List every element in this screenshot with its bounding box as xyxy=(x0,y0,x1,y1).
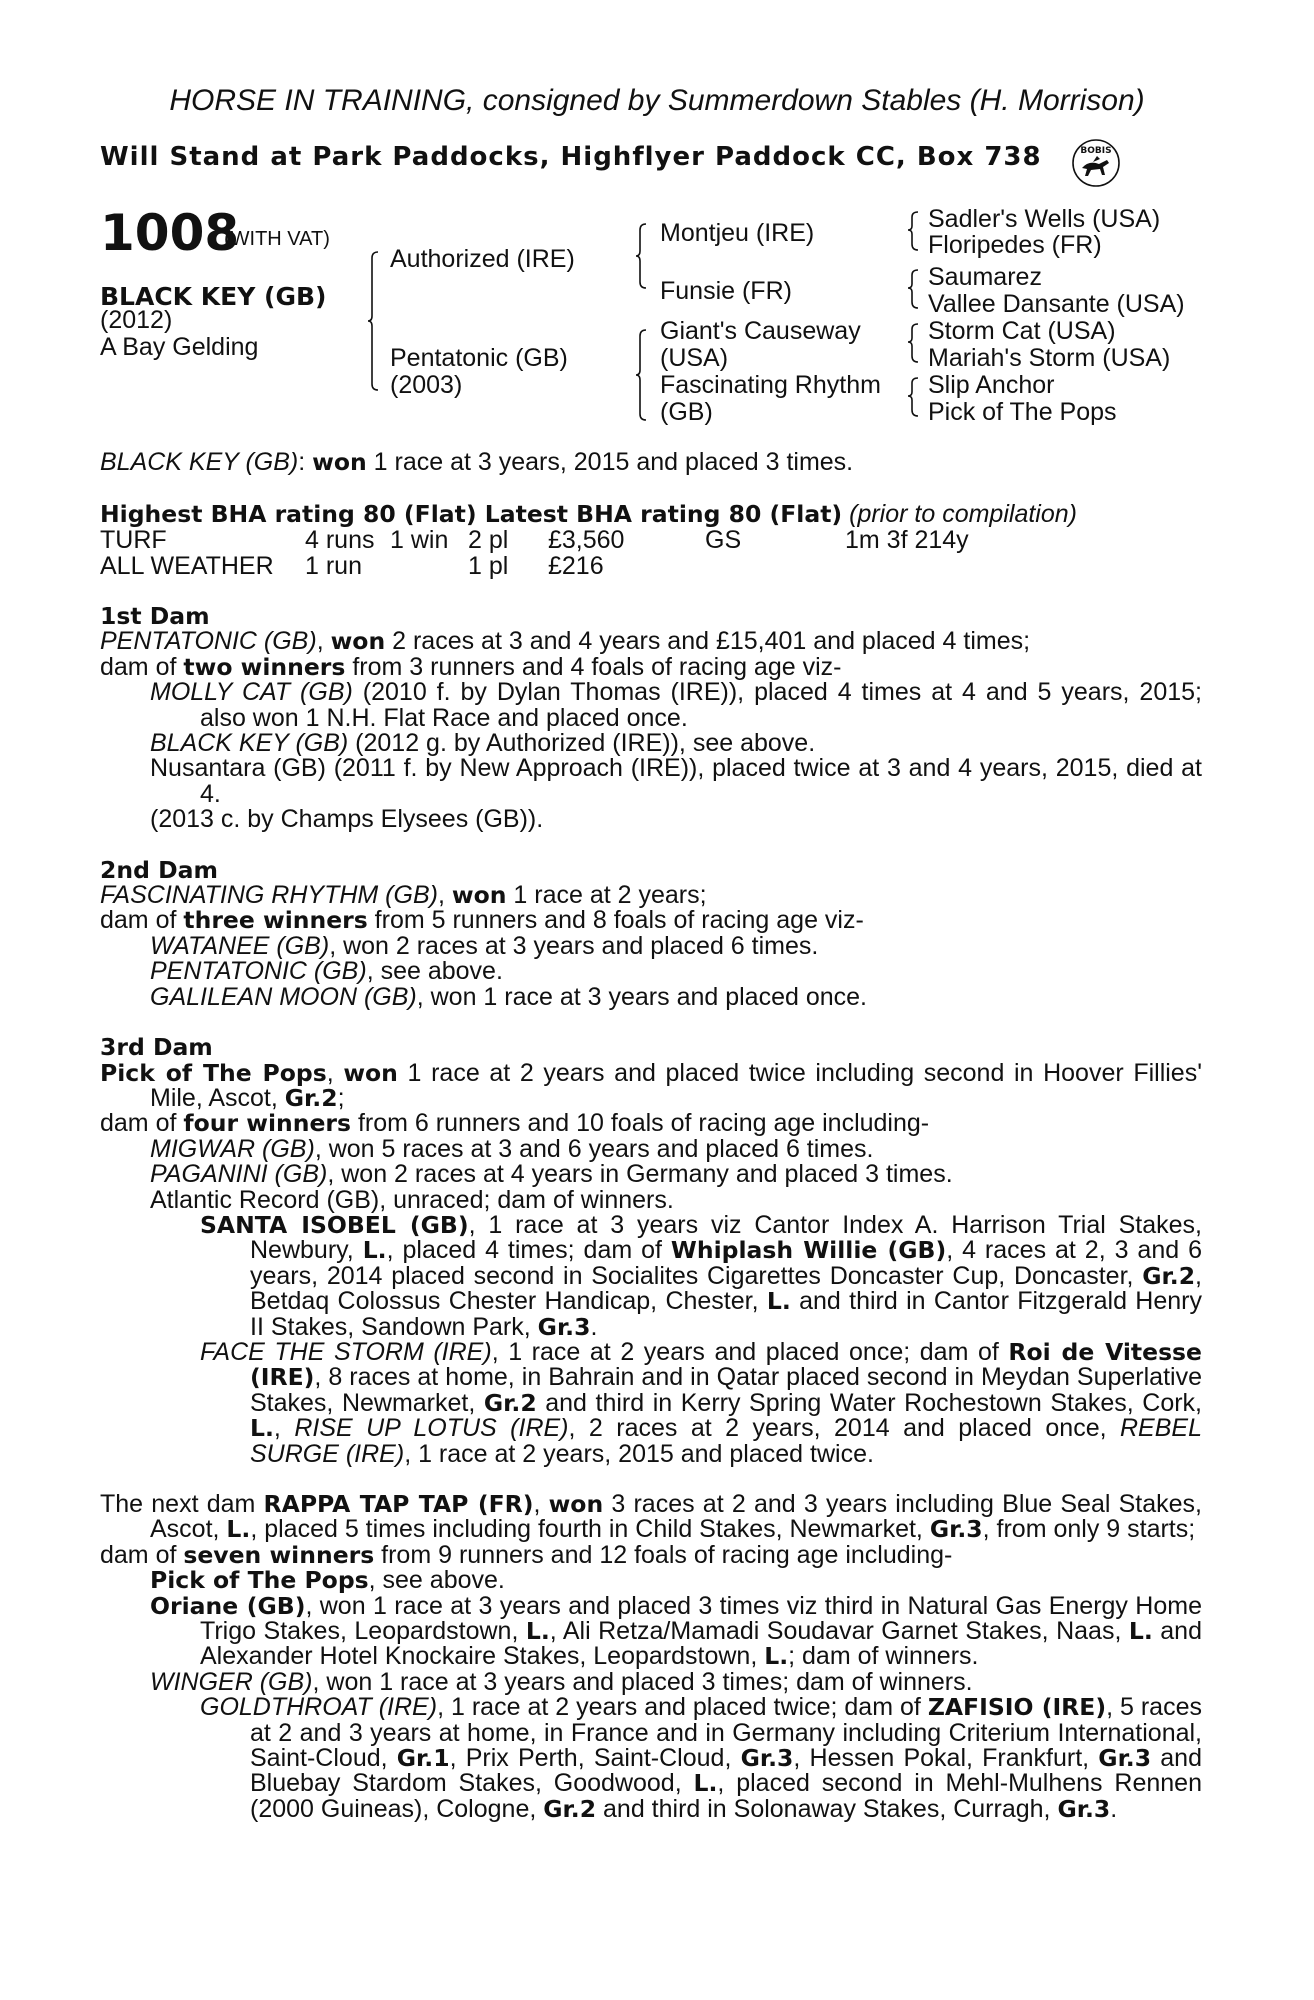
stats-prize: £216 xyxy=(548,552,604,580)
dam-produce: dam of four winners from 6 runners and 10 foals of racing age including- xyxy=(100,1109,930,1138)
produce-entry: GALILEAN MOON (GB), won 1 race at 3 years and placed once. xyxy=(150,982,867,1011)
record-horse-name: BLACK KEY (GB) xyxy=(100,448,299,476)
pedigree-dam-dam: Fascinating Rhythm xyxy=(660,371,881,399)
pedigree-g3: Saumarez xyxy=(928,263,1042,291)
stats-going: GS xyxy=(705,526,742,554)
pedigree-sire-dam: Funsie (FR) xyxy=(660,277,792,305)
pedigree-dam-sire-country: (USA) xyxy=(660,344,729,372)
stats-runs: 4 runs xyxy=(305,526,375,554)
bobis-logo-icon xyxy=(1071,138,1121,188)
pedigree-bracket-main xyxy=(368,250,380,392)
produce-entry: SANTA ISOBEL (GB), 1 race at 3 years viz Cantor Index A. Harrison Trial Stakes, Newbury, L., placed 4 times; dam of Whiplash Willie (GB), 4 races at 2, 3 and 6 years, 2014 placed second in Socialites Cigarettes Doncaster Cup, Doncaster, Gr.2, Betdaq Colossus Chester Handicap, Chester, L. and third in Cantor Fitzgerald Henry II Stakes, Sandown Park, Gr.3. xyxy=(200,1210,1202,1341)
dam-entry: Pick of The Pops, won 1 race at 2 years and placed twice including second in Hoover Fillies' Mile, Ascot, Gr.2; xyxy=(100,1058,1202,1112)
rating-line xyxy=(100,502,1260,527)
pedigree-g5: Storm Cat (USA) xyxy=(928,317,1116,345)
record-won: won xyxy=(312,448,367,476)
dam-sections xyxy=(100,604,1202,1822)
stats-table xyxy=(100,528,1100,580)
horse-name: BLACK KEY (GB) xyxy=(100,282,327,311)
pedigree-g6: Mariah's Storm (USA) xyxy=(928,344,1171,372)
next-dam-entry: The next dam RAPPA TAP TAP (FR), won 3 races at 2 and 3 years including Blue Seal Stakes, Ascot, L., placed 5 times including fourth in Child Stakes, Newmarket, Gr.3, from only 9 starts; xyxy=(100,1490,1202,1544)
lot-number: 1008 xyxy=(100,204,240,262)
produce-entry: FACE THE STORM (IRE), 1 race at 2 years and placed once; dam of Roi de Vitesse (IRE), 8 races at home, in Bahrain and in Qatar placed second in Meydan Superlative Stakes, Newmarket, Gr.2 and third in Kerry Spring Water Rochestown Stakes, Cork, L., RISE UP LOTUS (IRE), 2 races at 2 years, 2014 and placed once, REBEL SURGE (IRE), 1 race at 2 years, 2015 and placed twice. xyxy=(200,1337,1202,1468)
produce-entry: Pick of The Pops, see above. xyxy=(150,1566,505,1595)
pedigree-bracket-g3 xyxy=(908,322,920,366)
pedigree-g2: Floripedes (FR) xyxy=(928,231,1102,259)
record-text: 1 race at 3 years, 2015 and placed 3 times. xyxy=(366,448,854,476)
produce-entry: Oriane (GB), won 1 race at 3 years and placed 3 times viz third in Natural Gas Energy Home Trigo Stakes, Leopardstown, L., Ali Retza/Mamadi Soudavar Garnet Stakes, Naas, L. and Alexander Hotel Knockaire Stakes, Leopardstown, L.; dam of winners. xyxy=(150,1591,1202,1671)
stand-location: Will Stand at Park Paddocks, Highflyer Paddock CC, Box 738 xyxy=(100,142,1042,172)
pedigree-bracket-sire xyxy=(636,222,648,292)
pedigree-bracket-dam xyxy=(636,328,648,424)
pedigree-g7: Slip Anchor xyxy=(928,371,1055,399)
pedigree-dam-sire: Giant's Causeway xyxy=(660,317,861,345)
stats-wins: 1 win xyxy=(390,526,449,554)
dam-produce: dam of seven winners from 9 runners and 12 foals of racing age including- xyxy=(100,1540,953,1569)
pedigree-sire-sire: Montjeu (IRE) xyxy=(660,219,815,247)
produce-entry: Atlantic Record (GB), unraced; dam of winners. xyxy=(150,1185,674,1214)
vat-note: (WITH VAT) xyxy=(224,228,330,250)
pedigree-bracket-g4 xyxy=(908,376,920,420)
produce-entry: WINGER (GB), won 1 race at 3 years and placed 3 times; dam of winners. xyxy=(150,1667,973,1696)
produce-entry: GOLDTHROAT (IRE), 1 race at 2 years and placed twice; dam of ZAFISIO (IRE), 5 races at 2 and 3 years at home, in France and in Germany including Criterium International, Saint-Cloud, Gr.1, Prix Perth, Saint-Cloud, Gr.3, Hessen Pokal, Frankfurt, Gr.3 and Bluebay Stardom Stakes, Goodwood, L., placed second in Mehl-Mulhens Rennen (2000 Guineas), Cologne, Gr.2 and third in Solonaway Stakes, Curragh, Gr.3. xyxy=(200,1693,1202,1823)
pedigree-dam-year: (2003) xyxy=(390,371,463,399)
dam-produce: dam of three winners from 5 runners and 8 foals of racing age viz- xyxy=(100,906,864,935)
section-heading-2nd-dam: 2nd Dam xyxy=(100,855,218,884)
produce-entry: BLACK KEY (GB) (2012 g. by Authorized (IRE)), see above. xyxy=(150,729,816,758)
horse-year: (2012) xyxy=(100,306,173,334)
stats-surface: TURF xyxy=(100,526,167,554)
pedigree-dam: Pentatonic (GB) xyxy=(390,344,568,372)
pedigree-g8: Pick of The Pops xyxy=(928,398,1117,426)
stats-placed: 1 pl xyxy=(468,552,509,580)
stats-surface: ALL WEATHER xyxy=(100,552,274,580)
pedigree-g4: Vallee Dansante (USA) xyxy=(928,290,1185,318)
produce-entry: PAGANINI (GB), won 2 races at 4 years in Germany and placed 3 times. xyxy=(150,1160,953,1189)
stats-placed: 2 pl xyxy=(468,526,509,554)
stats-prize: £3,560 xyxy=(548,526,625,554)
dam-entry: FASCINATING RHYTHM (GB), won 1 race at 2 years; xyxy=(100,881,707,910)
race-record: BLACK KEY (GB): won 1 race at 3 years, 2015 and placed 3 times. xyxy=(100,448,854,476)
produce-entry: MOLLY CAT (GB) (2010 f. by Dylan Thomas (IRE)), placed 4 times at 4 and 5 years, 2015; also won 1 N.H. Flat Race and placed once. xyxy=(150,678,1202,732)
pedigree-dam-dam-country: (GB) xyxy=(660,398,713,426)
pedigree-bracket-g2 xyxy=(908,268,920,312)
stats-distance: 1m 3f 214y xyxy=(845,526,969,554)
dam-produce: dam of two winners from 3 runners and 4 foals of racing age viz- xyxy=(100,652,842,681)
produce-entry: Nusantara (GB) (2011 f. by New Approach (IRE)), placed twice at 3 and 4 years, 2015, died at 4. xyxy=(150,754,1202,808)
section-heading-3rd-dam: 3rd Dam xyxy=(100,1033,213,1062)
svg-text:BOBIS: BOBIS xyxy=(1080,146,1112,156)
produce-entry: PENTATONIC (GB), see above. xyxy=(150,957,503,986)
produce-entry: WATANEE (GB), won 2 races at 3 years and placed 6 times. xyxy=(150,931,819,960)
pedigree-bracket-g1 xyxy=(908,210,920,254)
page-title: HORSE IN TRAINING, consigned by Summerdown Stables (H. Morrison) xyxy=(169,84,1145,117)
horse-description: A Bay Gelding xyxy=(100,333,259,361)
stats-runs: 1 run xyxy=(305,552,362,580)
produce-entry: (2013 c. by Champs Elysees (GB)). xyxy=(150,805,544,834)
produce-entry: MIGWAR (GB), won 5 races at 3 and 6 years and placed 6 times. xyxy=(150,1134,874,1163)
rating-note: (prior to compilation) xyxy=(849,500,1077,528)
rating-text: Highest BHA rating 80 (Flat) Latest BHA rating 80 (Flat) xyxy=(100,500,843,528)
pedigree-g1: Sadler's Wells (USA) xyxy=(928,205,1161,233)
section-heading-1st-dam: 1st Dam xyxy=(100,602,210,630)
pedigree-sire: Authorized (IRE) xyxy=(390,245,575,273)
dam-entry: PENTATONIC (GB), won 2 races at 3 and 4 years and £15,401 and placed 4 times; xyxy=(100,627,1031,656)
